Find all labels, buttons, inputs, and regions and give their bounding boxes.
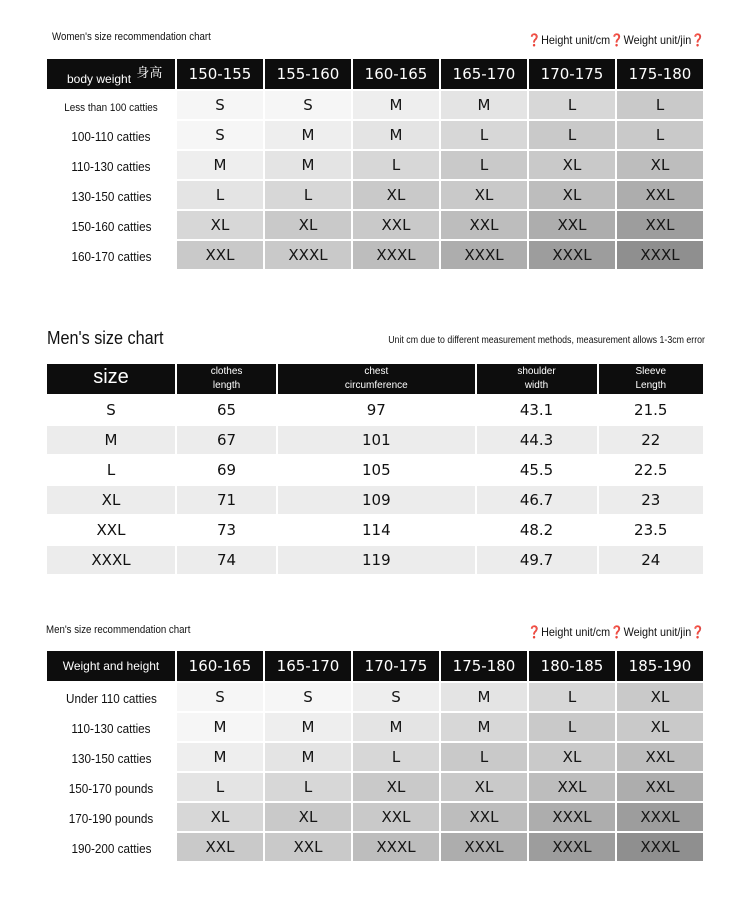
women-size-cell: L: [177, 181, 263, 209]
women-height-header: 165-170: [441, 59, 527, 89]
men-corner-label: Weight and height: [62, 659, 160, 673]
men-size-cell: S: [177, 683, 263, 711]
men-measurement-row: [47, 396, 703, 424]
men-col-header-line1: Sleeve: [635, 366, 667, 377]
men-row-label-text: 190-200 catties: [70, 840, 152, 856]
women-row-label-text: 160-170 catties: [70, 248, 152, 264]
women-size-cell: S: [265, 91, 351, 119]
men-row-label-text: 130-150 catties: [70, 750, 152, 766]
women-size-cell: XXXL: [617, 241, 703, 269]
men-size-table: [45, 649, 705, 863]
men-row-label: [47, 683, 175, 711]
women-row-label-text: 150-160 catties: [70, 218, 152, 234]
men-measurement-value: 23: [599, 486, 704, 514]
women-size-cell: XL: [617, 151, 703, 179]
men-col-header-line2: width: [524, 380, 549, 391]
men-measurement-value: 24: [599, 546, 704, 574]
men-measurement-value: 49.7: [477, 546, 597, 574]
men-size-cell: XXXL: [617, 803, 703, 831]
women-size-cell: XL: [529, 181, 615, 209]
women-row-label: [47, 121, 175, 149]
men-row: [47, 833, 703, 861]
women-size-cell: M: [177, 151, 263, 179]
women-size-cell: XL: [177, 211, 263, 239]
women-size-cell: XXL: [529, 211, 615, 239]
women-size-cell: XXL: [353, 211, 439, 239]
men-chart-note: Unit cm due to different measurement methods, measurement allows 1-3cm error: [388, 335, 705, 346]
women-size-cell: L: [529, 91, 615, 119]
men-size-cell: XL: [265, 803, 351, 831]
women-size-cell: XL: [265, 211, 351, 239]
women-size-cell: XXXL: [353, 241, 439, 269]
women-corner-header: [47, 59, 175, 89]
men-size-cell: S: [353, 683, 439, 711]
men-chart-title: Men's size chart: [47, 328, 164, 348]
women-row-label: [47, 91, 175, 119]
men-size-cell: XL: [617, 713, 703, 741]
men-measurement-value: 22.5: [599, 456, 704, 484]
men-col-header-line2: circumference: [344, 380, 408, 391]
men-col-header: [477, 364, 597, 394]
men-measurement-size: XXL: [47, 516, 175, 544]
women-height-header: 170-175: [529, 59, 615, 89]
men-measurement-size: S: [47, 396, 175, 424]
men-row-label-text: Under 110 catties: [65, 690, 157, 706]
men-measurement-value: 69: [177, 456, 276, 484]
men-size-cell: XXXL: [353, 833, 439, 861]
men-col-header-line1: clothes: [210, 366, 243, 377]
women-chart-title: Women's size recommendation chart: [52, 31, 211, 43]
women-size-cell: L: [441, 121, 527, 149]
women-size-cell: S: [177, 121, 263, 149]
men-size-cell: L: [529, 683, 615, 711]
men-measurement-value: 114: [278, 516, 474, 544]
women-corner-weight-label: body weight: [67, 72, 132, 86]
men-measurement-value: 22: [599, 426, 704, 454]
women-row-label-text: 110-130 catties: [71, 158, 151, 174]
men-col-header: [177, 364, 276, 394]
men-measurement-value: 48.2: [477, 516, 597, 544]
men-size-cell: XXL: [529, 773, 615, 801]
women-size-cell: XL: [529, 151, 615, 179]
men-measurement-value: 105: [278, 456, 474, 484]
women-size-cell: L: [265, 181, 351, 209]
women-size-cell: M: [353, 121, 439, 149]
women-size-cell: XXL: [177, 241, 263, 269]
women-size-cell: L: [617, 121, 703, 149]
men-height-header: 175-180: [441, 651, 527, 681]
men-col-header-size: [47, 364, 175, 394]
men-measurement-value: 74: [177, 546, 276, 574]
men-size-cell: L: [265, 773, 351, 801]
men-row-label: [47, 713, 175, 741]
men-size-cell: S: [265, 683, 351, 711]
women-unit-note: ❓Height unit/cm❓Weight unit/jin❓: [527, 33, 705, 47]
women-size-cell: S: [177, 91, 263, 119]
men-size-cell: XXXL: [529, 833, 615, 861]
men-height-header: 165-170: [265, 651, 351, 681]
women-corner-height-label: 身高: [136, 66, 163, 81]
men-measurement-table: [45, 362, 705, 576]
men-measurement-value: 44.3: [477, 426, 597, 454]
men-size-cell: XL: [177, 803, 263, 831]
men-col-header-size-label: size: [93, 366, 129, 388]
men-size-cell: M: [441, 683, 527, 711]
men-measurement-size: M: [47, 426, 175, 454]
women-height-header: 160-165: [353, 59, 439, 89]
men-col-header: [599, 364, 704, 394]
women-size-cell: M: [441, 91, 527, 119]
women-size-cell: L: [617, 91, 703, 119]
men-height-header: 180-185: [529, 651, 615, 681]
men-row: [47, 803, 703, 831]
men-measurement-value: 101: [278, 426, 474, 454]
men-size-cell: M: [177, 743, 263, 771]
men-measurement-value: 67: [177, 426, 276, 454]
men-row-label: [47, 773, 175, 801]
men-size-cell: XXL: [617, 743, 703, 771]
men-row: [47, 773, 703, 801]
women-size-cell: XXXL: [529, 241, 615, 269]
men-size-cell: L: [529, 713, 615, 741]
men-measurement-value: 109: [278, 486, 474, 514]
women-size-cell: XXL: [617, 181, 703, 209]
men-measurement-value: 43.1: [477, 396, 597, 424]
men-col-header-line2: Length: [635, 380, 667, 391]
men-size-cell: XXL: [177, 833, 263, 861]
women-size-cell: M: [265, 151, 351, 179]
women-size-cell: M: [353, 91, 439, 119]
women-height-header: 150-155: [177, 59, 263, 89]
women-height-header: 155-160: [265, 59, 351, 89]
men-size-cell: XXXL: [617, 833, 703, 861]
women-row-label: [47, 211, 175, 239]
men-size-cell: XL: [617, 683, 703, 711]
men-col-header-line2: length: [212, 380, 241, 391]
men-col-header-line1: shoulder: [517, 366, 556, 377]
men-size-cell: M: [265, 713, 351, 741]
men-measurement-value: 73: [177, 516, 276, 544]
men-measurement-value: 45.5: [477, 456, 597, 484]
women-size-cell: XXL: [617, 211, 703, 239]
men-size-cell: M: [265, 743, 351, 771]
women-size-cell: XL: [441, 181, 527, 209]
women-size-cell: L: [529, 121, 615, 149]
women-row-label-text: 100-110 catties: [71, 128, 151, 144]
men-corner-header: [47, 651, 175, 681]
women-row: [47, 211, 703, 239]
men-measurement-value: 119: [278, 546, 474, 574]
men-measurement-row: [47, 486, 703, 514]
men-unit-note: ❓Height unit/cm❓Weight unit/jin❓: [527, 625, 705, 639]
men-size-cell: XL: [353, 773, 439, 801]
women-size-cell: L: [353, 151, 439, 179]
women-size-cell: L: [441, 151, 527, 179]
women-size-cell: XXXL: [265, 241, 351, 269]
men-row-label-text: 170-190 pounds: [68, 810, 154, 826]
women-row-label-text: 130-150 catties: [70, 188, 152, 204]
men-measurement-row: [47, 426, 703, 454]
men-size-cell: XXL: [617, 773, 703, 801]
men-size-cell: XXXL: [441, 833, 527, 861]
men-measurement-value: 23.5: [599, 516, 704, 544]
men-measurement-row: [47, 546, 703, 574]
men-measurement-row: [47, 516, 703, 544]
women-row: [47, 121, 703, 149]
men-row-label: [47, 803, 175, 831]
men-row: [47, 713, 703, 741]
men-measurement-size: XL: [47, 486, 175, 514]
women-row: [47, 181, 703, 209]
men-row-label: [47, 833, 175, 861]
men-measurement-size: XXXL: [47, 546, 175, 574]
men-row: [47, 683, 703, 711]
men-size-cell: M: [353, 713, 439, 741]
men-measurement-value: 21.5: [599, 396, 704, 424]
men-row-label-text: 110-130 catties: [71, 720, 151, 736]
men-height-header: 170-175: [353, 651, 439, 681]
men-row: [47, 743, 703, 771]
men-size-cell: XL: [441, 773, 527, 801]
women-size-cell: XXL: [441, 211, 527, 239]
men-measurement-value: 71: [177, 486, 276, 514]
men-size-cell: XXL: [265, 833, 351, 861]
women-row: [47, 151, 703, 179]
women-size-table: [45, 57, 705, 271]
men-height-header: 160-165: [177, 651, 263, 681]
men-measurement-value: 46.7: [477, 486, 597, 514]
women-row-label: [47, 151, 175, 179]
men-size-cell: M: [177, 713, 263, 741]
women-row-label: [47, 241, 175, 269]
men-col-header: [278, 364, 474, 394]
men-measurement-row: [47, 456, 703, 484]
women-row-label: [47, 181, 175, 209]
men-size-cell: XL: [529, 743, 615, 771]
women-row-label-text: Less than 100 catties: [64, 101, 158, 114]
men-measurement-value: 97: [278, 396, 474, 424]
women-size-cell: XXXL: [441, 241, 527, 269]
women-row: [47, 91, 703, 119]
women-size-cell: M: [265, 121, 351, 149]
men-rec-title: Men's size recommendation chart: [46, 624, 191, 636]
men-height-header: 185-190: [617, 651, 703, 681]
women-height-header: 175-180: [617, 59, 703, 89]
men-row-label: [47, 743, 175, 771]
men-size-cell: L: [441, 743, 527, 771]
men-measurement-value: 65: [177, 396, 276, 424]
men-size-cell: XXL: [441, 803, 527, 831]
women-size-cell: XL: [353, 181, 439, 209]
men-measurement-size: L: [47, 456, 175, 484]
men-size-cell: XXL: [353, 803, 439, 831]
men-size-cell: XXXL: [529, 803, 615, 831]
men-size-cell: M: [441, 713, 527, 741]
women-row: [47, 241, 703, 269]
men-row-label-text: 150-170 pounds: [68, 780, 154, 796]
men-size-cell: L: [353, 743, 439, 771]
men-col-header-line1: chest: [364, 366, 389, 377]
men-size-cell: L: [177, 773, 263, 801]
